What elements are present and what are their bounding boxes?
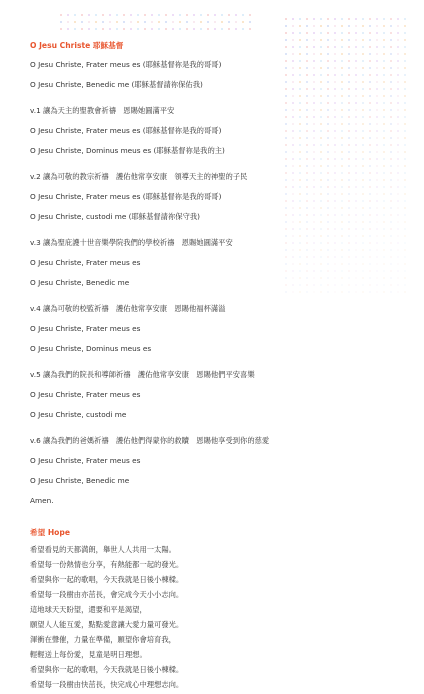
- decor-dot: [313, 18, 315, 20]
- decor-dot: [292, 32, 294, 34]
- decor-dot: [369, 18, 371, 20]
- decor-dot: [186, 28, 188, 30]
- decor-dot: [158, 28, 160, 30]
- decor-dot: [320, 32, 322, 34]
- decor-dot: [144, 21, 146, 23]
- decor-dot: [130, 21, 132, 23]
- decor-dot: [390, 18, 392, 20]
- decor-dot: [186, 14, 188, 16]
- verse-1-line: O Jesu Christe, Dominus meus es (耶穌基督祢是我的主): [30, 146, 225, 155]
- decor-dot: [327, 32, 329, 34]
- verse-4-line: O Jesu Christe, Dominus meus es: [30, 344, 152, 353]
- decor-dot: [341, 25, 343, 27]
- decor-dot: [214, 14, 216, 16]
- decor-dot: [81, 21, 83, 23]
- decor-dot: [390, 25, 392, 27]
- decor-dot: [123, 14, 125, 16]
- decor-dot: [313, 32, 315, 34]
- decor-dot: [341, 18, 343, 20]
- decor-dot: [74, 14, 76, 16]
- decor-dot: [88, 28, 90, 30]
- decor-dot: [74, 28, 76, 30]
- decor-dot: [306, 25, 308, 27]
- verse-6-line: O Jesu Christe, Benedic me: [30, 476, 130, 485]
- hope-lyric-line: 渾衝在聲催，力量在準備，願望你會培育我，: [30, 635, 176, 644]
- decor-dot: [123, 21, 125, 23]
- hope-lyric-line: 希望每一份熱情也分享，有熱能都一起的發光。: [30, 560, 184, 569]
- decor-dot: [67, 21, 69, 23]
- decor-dot: [214, 28, 216, 30]
- decor-dot: [228, 21, 230, 23]
- decor-dot: [299, 32, 301, 34]
- decor-dot: [249, 21, 251, 23]
- hope-lyric-line: 希望看見的天都満朗，舉世人人共用一太陽。: [30, 545, 176, 554]
- verse-4-line: v.4 讓為可敬的校監祈禱 護佑他常享安康 恩賜他福杯滿溢: [30, 304, 226, 313]
- decor-dot: [109, 14, 111, 16]
- decor-dot: [137, 28, 139, 30]
- decor-dot: [214, 21, 216, 23]
- decor-dot: [242, 21, 244, 23]
- decor-dot: [74, 21, 76, 23]
- decor-dot: [67, 28, 69, 30]
- decor-dot: [95, 21, 97, 23]
- decor-dot: [313, 25, 315, 27]
- verse-3-line: O Jesu Christe, Frater meus es: [30, 258, 141, 267]
- decor-dot: [193, 21, 195, 23]
- intro-line: O Jesu Christe, Benedic me (耶穌基督請祢保佑我): [30, 80, 203, 89]
- decor-dot: [102, 21, 104, 23]
- decor-dot: [228, 14, 230, 16]
- verse-6-line: v.6 讓為我們的爸媽祈禱 護佑他們得蒙你的救贖 恩賜他享受到你的慈愛: [30, 436, 270, 445]
- decor-dot: [348, 32, 350, 34]
- decor-dot: [179, 21, 181, 23]
- decor-dot: [158, 21, 160, 23]
- section-title-jesu: O Jesu Christe 耶穌基督: [30, 41, 124, 50]
- decor-dot: [383, 32, 385, 34]
- verse-2-line: O Jesu Christe, custodi me (耶穌基督請祢保守我): [30, 212, 201, 221]
- decor-dot: [179, 28, 181, 30]
- hope-lyric-line: 願望人人能互愛，點點愛意讓大愛力量可發光。: [30, 620, 184, 629]
- verse-6-line: Amen.: [30, 496, 54, 505]
- decor-dot: [123, 28, 125, 30]
- decor-dot: [228, 28, 230, 30]
- decor-dot: [376, 25, 378, 27]
- decor-dot: [207, 28, 209, 30]
- decor-dot: [362, 18, 364, 20]
- decor-dot: [334, 18, 336, 20]
- decor-dot: [151, 21, 153, 23]
- decor-dot: [144, 14, 146, 16]
- verse-1-line: v.1 讓為天主的聖教會祈禱 恩賜她圓滿平安: [30, 106, 175, 115]
- decor-dot: [355, 25, 357, 27]
- decor-dot: [327, 25, 329, 27]
- decor-dot: [151, 14, 153, 16]
- decor-dot: [172, 28, 174, 30]
- decor-dot: [376, 18, 378, 20]
- decor-dot: [249, 14, 251, 16]
- decor-dot: [137, 14, 139, 16]
- decor-dot: [235, 14, 237, 16]
- decor-dot: [320, 18, 322, 20]
- decor-dot: [193, 28, 195, 30]
- decor-dot: [334, 25, 336, 27]
- decor-dot: [397, 32, 399, 34]
- decor-dot: [207, 14, 209, 16]
- hope-lyric-line: 輕輕送上每份愛，見童是明日理想。: [30, 650, 147, 659]
- decor-dot: [383, 18, 385, 20]
- decor-dot: [88, 14, 90, 16]
- verse-5-line: v.5 讓為我們的院長和導師祈禱 護佑他常享安康 恩賜他們平安喜樂: [30, 370, 255, 379]
- decor-dots-top: [60, 14, 260, 38]
- decor-dot: [116, 21, 118, 23]
- decor-dot: [397, 25, 399, 27]
- decor-dot: [130, 28, 132, 30]
- decor-dot: [200, 21, 202, 23]
- decor-dot: [242, 14, 244, 16]
- decor-dot: [186, 21, 188, 23]
- verse-3-line: v.3 讓為聖庇護十世音樂學院我們的學校祈禱 恩賜她圓滿平安: [30, 238, 233, 247]
- verse-5-line: O Jesu Christe, Frater meus es: [30, 390, 141, 399]
- hope-lyric-line: 希望每一段樹由快茁長，快完成心中理想志向。: [30, 680, 184, 689]
- decor-dot: [362, 32, 364, 34]
- decor-dot: [221, 28, 223, 30]
- verse-6-line: O Jesu Christe, Frater meus es: [30, 456, 141, 465]
- decor-dot: [165, 14, 167, 16]
- decor-dot: [348, 25, 350, 27]
- decor-dot: [348, 18, 350, 20]
- decor-dot: [334, 32, 336, 34]
- decor-dot: [81, 14, 83, 16]
- decor-dot: [249, 28, 251, 30]
- decor-dot: [200, 14, 202, 16]
- decor-dot: [144, 28, 146, 30]
- decor-dot: [116, 14, 118, 16]
- decor-dot: [390, 32, 392, 34]
- decor-dot: [60, 14, 62, 16]
- verse-2-line: v.2 讓為可敬的教宗祈禱 護佑他常享安康 領導天主的神聖的子民: [30, 172, 248, 181]
- decor-dot: [306, 32, 308, 34]
- decor-dot: [242, 28, 244, 30]
- decor-dot: [369, 25, 371, 27]
- hope-lyric-line: 希望每一段樹由亦茁長，會完成今天小小志向。: [30, 590, 184, 599]
- decor-dot: [116, 28, 118, 30]
- decor-dot: [299, 25, 301, 27]
- decor-dot: [165, 21, 167, 23]
- hope-lyric-line: 這地球天天盼望，還要和平是渴望，: [30, 605, 147, 614]
- decor-dot: [102, 28, 104, 30]
- decor-dot: [109, 28, 111, 30]
- decor-dot: [193, 14, 195, 16]
- decor-dot: [200, 28, 202, 30]
- verse-3-line: O Jesu Christe, Benedic me: [30, 278, 130, 287]
- decor-dot: [285, 25, 287, 27]
- decor-dot: [221, 14, 223, 16]
- decor-dot: [299, 18, 301, 20]
- decor-dot: [60, 28, 62, 30]
- decor-dot: [130, 14, 132, 16]
- decor-dot: [95, 28, 97, 30]
- verse-4-line: O Jesu Christe, Frater meus es: [30, 324, 141, 333]
- decor-dot: [221, 21, 223, 23]
- decor-dot: [355, 32, 357, 34]
- decor-dot: [397, 18, 399, 20]
- decor-dot: [95, 14, 97, 16]
- hope-lyric-line: 希望與你一起的歌唱，今天我就是日後小棟樑。: [30, 665, 184, 674]
- decor-dot: [235, 21, 237, 23]
- decor-dot: [81, 28, 83, 30]
- hope-lyric-line: 希望與你一起的歌唱，今天我就是日後小棟樑。: [30, 575, 184, 584]
- decor-dot: [88, 21, 90, 23]
- decor-dot: [285, 32, 287, 34]
- decor-dot: [235, 28, 237, 30]
- decor-dot: [207, 21, 209, 23]
- decor-dot: [151, 28, 153, 30]
- verse-5-line: O Jesu Christe, custodi me: [30, 410, 127, 419]
- decor-dot: [404, 18, 406, 20]
- decor-dot: [285, 18, 287, 20]
- decor-dot: [172, 14, 174, 16]
- decor-dot: [137, 21, 139, 23]
- verse-1-line: O Jesu Christe, Frater meus es (耶穌基督祢是我的哥哥): [30, 126, 222, 135]
- decor-dot: [369, 32, 371, 34]
- decor-dot: [404, 32, 406, 34]
- decor-dot: [320, 25, 322, 27]
- decor-dot: [172, 21, 174, 23]
- decor-dot: [376, 32, 378, 34]
- decor-dot: [404, 25, 406, 27]
- verse-2-line: O Jesu Christe, Frater meus es (耶穌基督祢是我的哥哥): [30, 192, 222, 201]
- decor-dot: [67, 14, 69, 16]
- decor-dot: [341, 32, 343, 34]
- decor-dot: [306, 18, 308, 20]
- decor-dot: [179, 14, 181, 16]
- decor-dot: [292, 18, 294, 20]
- page-content: [30, 40, 410, 694]
- decor-dot: [165, 28, 167, 30]
- decor-dot: [109, 21, 111, 23]
- decor-dot: [102, 14, 104, 16]
- section-title-hope: 希望 Hope: [30, 528, 70, 537]
- decor-dot: [158, 14, 160, 16]
- intro-line: O Jesu Christe, Frater meus es (耶穌基督祢是我的哥哥): [30, 60, 222, 69]
- decor-dot: [362, 25, 364, 27]
- decor-dot: [327, 18, 329, 20]
- decor-dot: [292, 25, 294, 27]
- decor-dot: [355, 18, 357, 20]
- decor-dot: [60, 21, 62, 23]
- decor-dot: [383, 25, 385, 27]
